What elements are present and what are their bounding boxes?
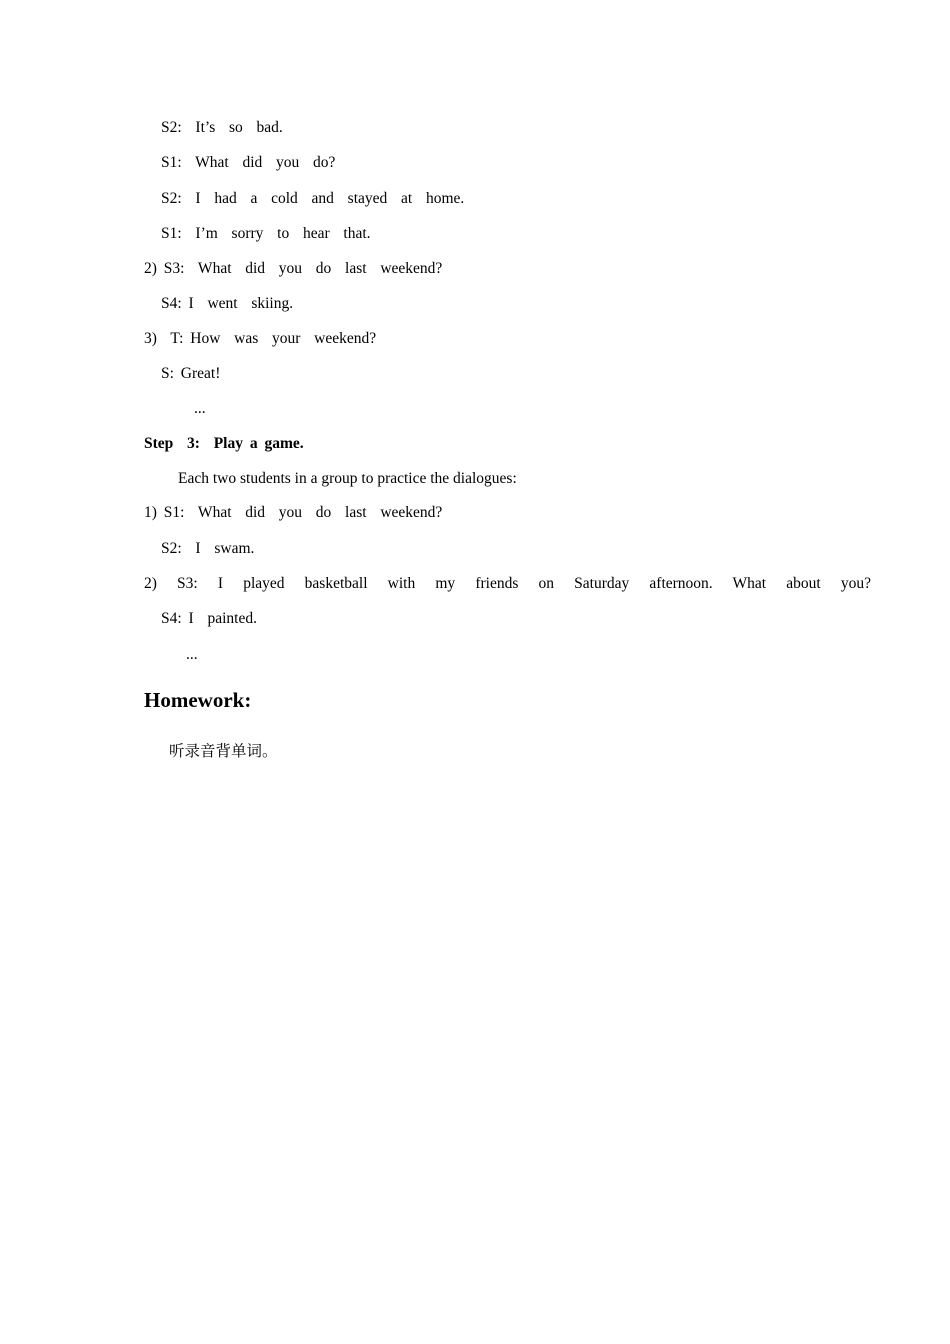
dialogue-line: S4: I went skiing.	[161, 295, 294, 312]
homework-heading: Homework:	[144, 688, 252, 712]
dialogue-line: S2: It’s so bad.	[161, 119, 283, 136]
dialogue-line: S2: I swam.	[161, 540, 255, 557]
dialogue-line: S2: I had a cold and stayed at home.	[161, 190, 465, 207]
dialogue-line: 2) S3: What did you do last weekend?	[144, 260, 443, 277]
dialogue-line: S1: What did you do?	[161, 154, 336, 171]
ellipsis: ...	[186, 646, 198, 663]
dialogue-line: S4: I painted.	[161, 610, 257, 627]
dialogue-line: 1) S1: What did you do last weekend?	[144, 504, 443, 521]
instruction-text: Each two students in a group to practice the dialogues:	[178, 470, 517, 487]
homework-text: 听录音背单词。	[169, 742, 278, 760]
step-heading: Step 3: Play a game.	[144, 435, 304, 452]
dialogue-line: S: Great!	[161, 365, 221, 382]
dialogue-line: 3) T: How was your weekend?	[144, 330, 377, 347]
ellipsis: ...	[194, 400, 206, 417]
dialogue-line: S1: I’m sorry to hear that.	[161, 225, 371, 242]
dialogue-line: 2) S3: I played basketball with my friends on Saturday afternoon. What about you?	[144, 575, 871, 592]
